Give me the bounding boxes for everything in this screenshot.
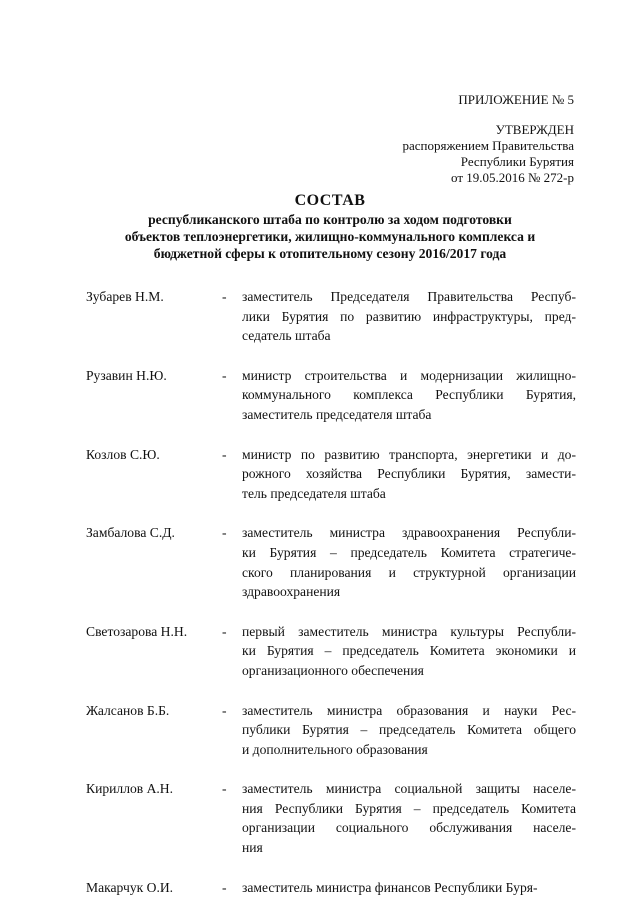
member-name: Замбалова С.Д. bbox=[86, 525, 175, 541]
member-name: Зубарев Н.М. bbox=[86, 289, 164, 304]
appendix-label bbox=[458, 92, 574, 108]
member-dash: - bbox=[222, 879, 227, 895]
member-name: Козлов С.Ю. bbox=[86, 446, 160, 462]
member-name: Светозарова Н.Н. bbox=[86, 623, 188, 639]
member-entry bbox=[86, 779, 576, 857]
member-role-line: тель председателя штаба bbox=[242, 485, 386, 501]
approved-line-3: от 19.05.2016 № 272-р bbox=[451, 170, 574, 185]
member-role-line: организационного обеспечения bbox=[242, 662, 424, 678]
member-role-line: заместитель министра образования и науки Рес- bbox=[242, 702, 576, 718]
member-dash: - bbox=[222, 781, 227, 797]
member-dash: - bbox=[222, 289, 227, 304]
member-name: Макарчук О.И. bbox=[86, 879, 174, 895]
member-dash: - bbox=[222, 367, 227, 383]
member-role-line: заместитель председателя штаба bbox=[242, 406, 432, 422]
member-role-line: ки Бурятия – председатель Комитета экономики и bbox=[242, 643, 576, 659]
approved-line-1: распоряжением Правительства bbox=[402, 138, 574, 153]
member-role-line: заместитель министра социальной защиты населе- bbox=[242, 781, 576, 797]
member-role bbox=[242, 445, 576, 504]
member-role bbox=[242, 523, 576, 601]
member-role-line: первый заместитель министра культуры Республи- bbox=[242, 623, 576, 639]
appendix-text: ПРИЛОЖЕНИЕ № 5 bbox=[458, 92, 574, 107]
title-line-2: объектов теплоэнергетики, жилищно-коммунального комплекса и bbox=[124, 229, 536, 244]
member-entry bbox=[86, 701, 576, 760]
member-role-line: ского планирования и структурной организации bbox=[242, 564, 576, 580]
member-name: Рузавин Н.Ю. bbox=[86, 367, 167, 383]
member-role bbox=[242, 779, 576, 857]
member-role bbox=[242, 622, 576, 681]
approved-title: УТВЕРЖДЕН bbox=[495, 122, 574, 137]
member-role bbox=[242, 878, 576, 898]
member-role bbox=[242, 701, 576, 760]
member-role-line: рожного хозяйства Республики Бурятия, замести- bbox=[242, 466, 576, 482]
member-entry bbox=[86, 622, 576, 681]
member-name: Жалсанов Б.Б. bbox=[86, 702, 170, 718]
member-role-line: заместитель министра финансов Республики Буря- bbox=[242, 879, 538, 895]
members-list bbox=[86, 287, 576, 897]
member-role-line: публики Бурятия – председатель Комитета общего bbox=[242, 722, 576, 738]
member-entry bbox=[86, 366, 576, 425]
member-role-line: министр по развитию транспорта, энергетики и до- bbox=[242, 446, 576, 462]
member-role-line: седатель штаба bbox=[242, 328, 331, 344]
member-dash: - bbox=[222, 702, 227, 718]
member-entry bbox=[86, 878, 576, 898]
document-title bbox=[60, 191, 600, 262]
member-role-line: здравоохранения bbox=[242, 584, 341, 600]
member-dash: - bbox=[222, 623, 227, 639]
title-line-1: республиканского штаба по контролю за ходом подготовки bbox=[148, 212, 512, 227]
member-role bbox=[242, 366, 576, 425]
member-role-line: лики Бурятия по развитию инфраструктуры, пред- bbox=[242, 308, 576, 324]
member-role-line: организации социального обслуживания населе- bbox=[242, 820, 576, 836]
member-role-line: ния Республики Бурятия – председатель Комитета bbox=[242, 800, 576, 816]
title-main: СОСТАВ bbox=[294, 192, 366, 209]
member-name: Кириллов А.Н. bbox=[86, 781, 174, 797]
approved-line-2: Республики Бурятия bbox=[460, 154, 574, 169]
member-dash: - bbox=[222, 525, 227, 541]
member-entry bbox=[86, 523, 576, 601]
member-role-line: заместитель Председателя Правительства Респуб- bbox=[242, 289, 576, 304]
member-role-line: заместитель министра здравоохранения Республи- bbox=[242, 525, 576, 541]
member-role-line: и дополнительного образования bbox=[242, 741, 428, 757]
member-role bbox=[242, 287, 576, 346]
member-entry bbox=[86, 445, 576, 504]
member-role-line: ки Бурятия – председатель Комитета стратегиче- bbox=[242, 544, 576, 560]
title-line-3: бюджетной сферы к отопительному сезону 2016/2017 года bbox=[153, 246, 507, 261]
approval-stamp bbox=[402, 122, 574, 186]
member-role-line: ния bbox=[242, 840, 263, 856]
member-entry bbox=[86, 287, 576, 346]
member-role-line: министр строительства и модернизации жилищно- bbox=[242, 367, 576, 383]
member-dash: - bbox=[222, 446, 227, 462]
member-role-line: коммунального комплекса Республики Бурятия, bbox=[242, 387, 576, 403]
